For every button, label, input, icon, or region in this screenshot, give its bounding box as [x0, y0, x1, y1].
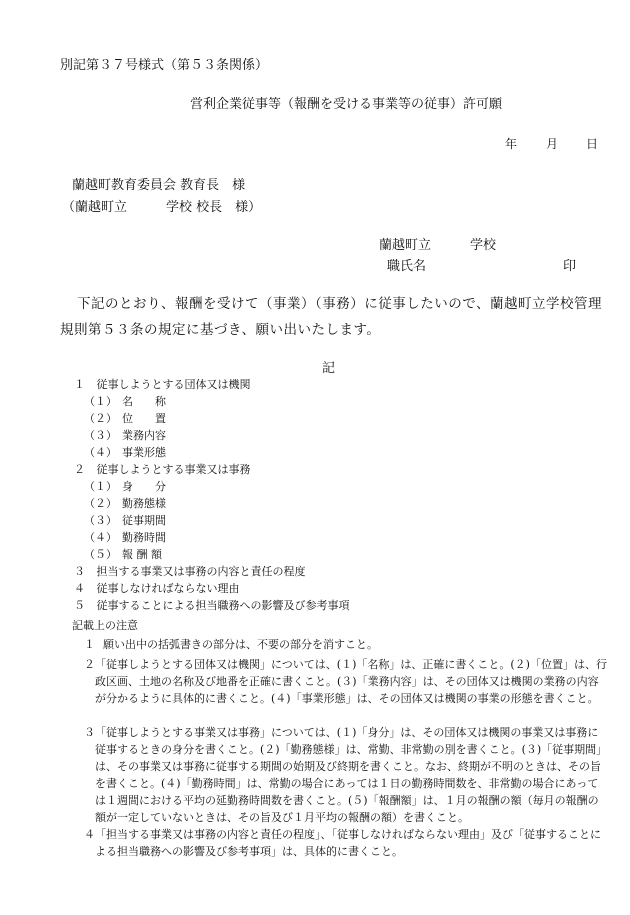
- section-4: [74, 580, 240, 596]
- note-2: 「従事しようとする団体又は機関」については、(１)「名称」は、正確に書くこと。(２)「位置」は、行政区画、土地の名称及び地番を正確に書くこと。(３)「業務内容」は、その団体又は機関の業務の内容が分かるように具体的に書くこと。(４)「事業形態」は、その団体又は機関の事業の形態を書くこと。: [95, 658, 607, 705]
- addressee-line2: （蘭越町立 学校 校長 様）: [62, 200, 262, 215]
- note-2-number: ２: [84, 658, 95, 671]
- section-1-sub-1: （１） 名 称: [84, 395, 166, 408]
- note-1: 願い出中の括弧書きの部分は、不要の部分を消すこと。: [103, 638, 378, 651]
- document-title: 営利企業従事等（報酬を受ける事業等の従事）許可願: [190, 97, 503, 112]
- section-text: 従事しようとする団体又は機関: [96, 378, 251, 391]
- applicant-name-label: 職氏名: [387, 259, 427, 274]
- ki-heading: 記: [322, 361, 336, 376]
- section-2: [74, 461, 251, 477]
- section-1: [74, 376, 251, 392]
- section-2-sub-5: （５） 報 酬 額: [84, 548, 162, 561]
- section-2-sub-2: （２） 勤務態様: [84, 497, 166, 510]
- section-2-sub-1: （１） 身 分: [84, 480, 166, 493]
- section-text: 従事しようとする事業又は事務: [96, 463, 251, 476]
- note-4: 「担当する事業又は事務の内容と責任の程度」、「従事しなければならない理由」及び「従事することによる担当職務への影響及び参考事項」は、具体的に書くこと。: [95, 828, 601, 858]
- body-text: 下記のとおり、報酬を受けて（事業）（事務）に従事したいので、蘭越町立学校管理規則第５３条の規定に基づき、願い出いたします。: [60, 296, 602, 338]
- section-number: １: [74, 378, 85, 391]
- section-number: ２: [74, 463, 85, 476]
- note-4-number: ４: [84, 828, 95, 841]
- form-id: 別記第３７号様式（第５３条関係）: [60, 58, 269, 73]
- applicant-school-prefix: 蘭越町立: [379, 238, 432, 253]
- addressee-line1: 蘭越町教育委員会 教育長 様: [72, 178, 246, 193]
- section-text: 担当する事業又は事務の内容と責任の程度: [96, 565, 306, 578]
- notes-title: 記載上の注意: [72, 619, 138, 632]
- section-1-sub-2: （２） 位 置: [84, 412, 166, 425]
- section-number: ３: [74, 565, 85, 578]
- date-day: 日: [586, 137, 599, 151]
- section-number: ５: [74, 599, 85, 612]
- section-2-sub-4: （４） 勤務時間: [84, 531, 166, 544]
- section-2-sub-3: （３） 従事期間: [84, 514, 166, 527]
- section-3: [74, 563, 306, 579]
- note-1-number: １: [84, 638, 95, 651]
- note-3-number: ３: [84, 726, 95, 739]
- note-3: 「従事しようとする事業又は事務」については、(１)「身分」は、その団体又は機関の事業又は事務に従事するときの身分を書くこと。(２)「勤務態様」は、常勤、非常勤の別を書くこと。(３)「従事期間」は、その事業又は事務に従事する期間の始期及び終期を書くこと。なお、終期が不明のときは、その旨を書くこと。(４)「勤務時間」は、常勤の場合にあっては１日の勤務時間数を、非常勤の場合にあっては１週間における平均の延勤務時間数を書くこと。(５)「報酬額」は、１月の報酬の額（毎月の報酬の額が一定していないときは、その旨及び１月平均の報酬の額）を書くこと。: [95, 726, 602, 824]
- date-month: 月: [546, 137, 559, 151]
- date-year: 年: [505, 137, 518, 151]
- section-number: ４: [74, 582, 85, 595]
- seal-mark: 印: [563, 259, 577, 274]
- section-1-sub-3: （３） 業務内容: [84, 429, 166, 442]
- section-text: 従事しなければならない理由: [96, 582, 240, 595]
- applicant-school-suffix: 学校: [470, 238, 497, 253]
- section-text: 従事することによる担当職務への影響及び参考事項: [96, 599, 350, 612]
- section-1-sub-4: （４） 事業形態: [84, 446, 166, 459]
- section-5: [74, 597, 350, 613]
